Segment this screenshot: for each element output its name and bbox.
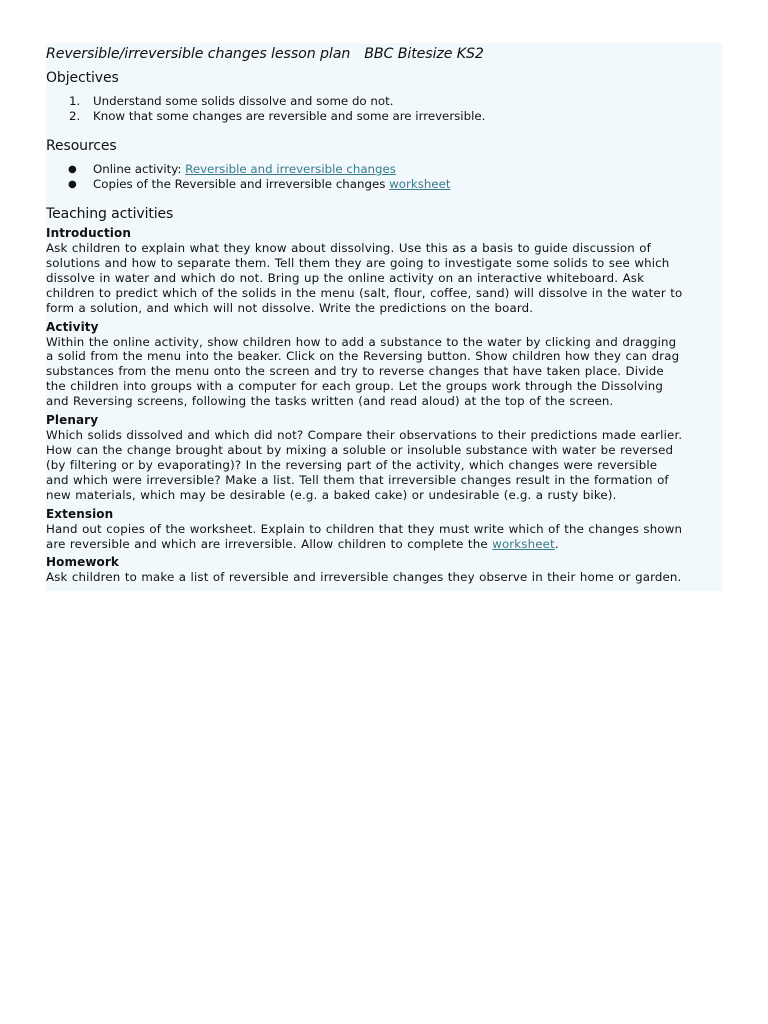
text-line-suffix: . — [554, 536, 559, 551]
teaching-activities-heading: Teaching activities — [46, 206, 174, 222]
text-line: new materials, which may be desirable (e.g. a baked cake) or undesirable (e.g. a rusty bike). — [46, 487, 617, 502]
worksheet-link[interactable]: worksheet — [492, 536, 555, 551]
text-line: and which were irreversible? Make a list. Tell them that irreversible changes result in the formation of — [46, 472, 669, 487]
bullet-icon: ● — [68, 179, 77, 190]
text-line: a solid from the menu into the beaker. Click on the Reversing button. Show children how they can drag — [46, 349, 680, 364]
worksheet-link[interactable]: worksheet — [389, 177, 451, 191]
text-line: children to predict which of the solids in the menu (salt, flour, coffee, sand) will dissolve in the water to — [46, 285, 683, 300]
text-line: form a solution, and which will not dissolve. Write the predictions on the board. — [46, 300, 534, 315]
text-line: solutions and how to separate them. Tell them they are going to investigate some solids to see which — [46, 255, 670, 270]
item-text: Understand some solids dissolve and some do not. — [93, 94, 394, 108]
activity-heading: Activity — [46, 319, 99, 334]
text-line: and Reversing screens, following the tasks written (and read aloud) at the top of the screen. — [46, 394, 614, 409]
introduction-text — [46, 241, 722, 316]
item-number: 2. — [69, 109, 81, 123]
text-line: Within the online activity, show children how to add a substance to the water by clicking and dragging — [46, 334, 677, 349]
objectives-list — [46, 94, 722, 124]
plenary-heading: Plenary — [46, 413, 99, 428]
title-source: BBC Bitesize KS2 — [364, 46, 484, 62]
list-item — [46, 162, 722, 177]
item-text: Copies of the Reversible and irreversible changes — [93, 177, 390, 191]
text-line: substances from the menu onto the screen and try to reverse changes that have taken place. Divide — [46, 364, 664, 379]
list-item — [46, 94, 722, 109]
introduction-heading: Introduction — [46, 226, 131, 240]
text-line: are reversible and which are irreversible. Allow children to complete the — [46, 536, 493, 551]
homework-heading: Homework — [46, 555, 119, 570]
plenary-text — [46, 428, 722, 503]
item-number: 1. — [69, 94, 81, 108]
objectives-heading: Objectives — [46, 70, 119, 86]
text-line: dissolve in water and which do not. Bring up the online activity on an interactive whiteboard. Ask — [46, 270, 645, 285]
text-line: (by filtering or by evaporating)? In the reversing part of the activity, which changes were reversible — [46, 457, 658, 472]
list-item — [46, 109, 722, 124]
text-line: How can the change brought about by mixing a soluble or insoluble substance with water be reversed — [46, 442, 674, 457]
page-title — [46, 43, 722, 64]
online-activity-link[interactable]: Reversible and irreversible changes — [185, 162, 396, 176]
item-text: Online activity: — [93, 162, 186, 176]
activity-text — [46, 335, 722, 410]
text-line: Hand out copies of the worksheet. Explain to children that they must write which of the changes shown — [46, 521, 683, 536]
list-item — [46, 177, 722, 192]
text-line: Which solids dissolved and which did not? Compare their observations to their predictions made earlier. — [46, 428, 683, 443]
lesson-plan-panel — [46, 43, 722, 591]
item-text: Know that some changes are reversible and some are irreversible. — [93, 109, 486, 123]
homework-text — [46, 570, 722, 585]
extension-text — [46, 522, 722, 552]
title-main: Reversible/irreversible changes lesson plan — [46, 46, 351, 62]
bullet-icon: ● — [68, 164, 77, 175]
extension-heading: Extension — [46, 506, 114, 521]
text-line: Ask children to explain what they know about dissolving. Use this as a basis to guide discussion of — [46, 241, 651, 255]
resources-heading: Resources — [46, 138, 117, 154]
text-line: Ask children to make a list of reversible and irreversible changes they observe in their home or garden. — [46, 570, 682, 585]
resources-list — [46, 162, 722, 192]
text-line: the children into groups with a computer for each group. Let the groups work through the Dissolving — [46, 379, 664, 394]
